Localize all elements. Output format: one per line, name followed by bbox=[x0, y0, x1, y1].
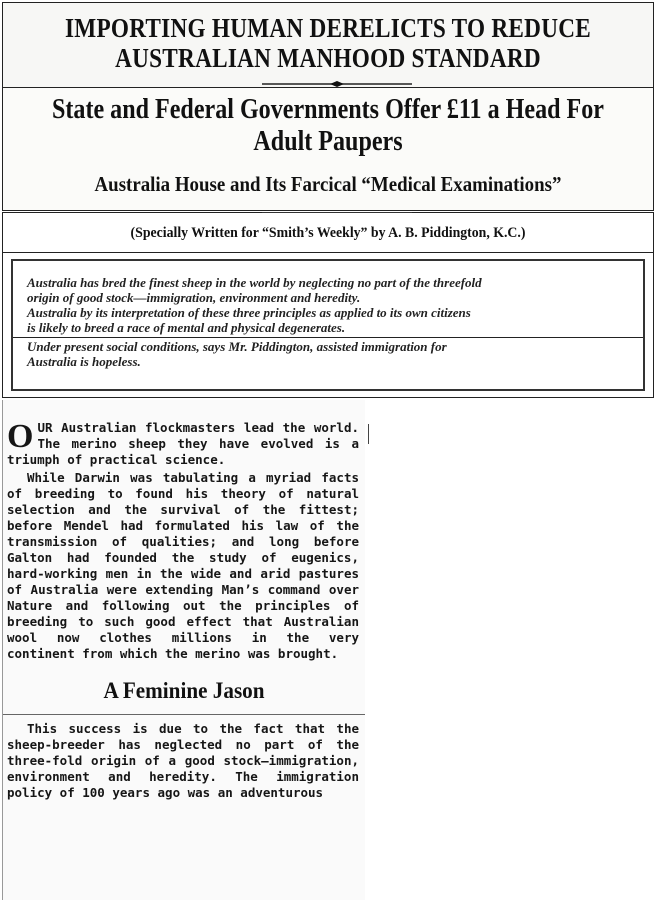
headline-box bbox=[2, 2, 654, 88]
article-paragraph-3: This success is due to the fact that the sheep-breeder has neglected no part of the three-fold origin of a good stock—immigration, environment and heredity. The immigration policy of 100 years ago was an adventurous bbox=[3, 714, 365, 801]
subheadline-box bbox=[2, 88, 654, 211]
summary-box bbox=[11, 259, 645, 391]
summary-p1a: Australia has bred the finest sheep in the world by neglecting no part of the threefold bbox=[27, 275, 482, 290]
summary-p2b: is likely to breed a race of mental and physical degenerates. bbox=[27, 320, 346, 335]
paragraph-1-text: UR Australian flockmasters lead the world. The merino sheep they have evolved is a triumph of practical science. bbox=[7, 420, 359, 467]
short-rule bbox=[262, 212, 412, 213]
article-paragraph-2: While Darwin was tabulating a myriad facts of breeding to found his theory of natural selection and the survival of the fittest; before Mendel had formulated his law of the transmission of qualities; and long before Galton had founded the study of eugenics, hard-working men in the wide and arid pastures of Australia were extending Man’s command over Nature and following out the principles of breeding to such good effect that Australian wool now clothes millions in the very continent from which the merino was brought. bbox=[7, 470, 359, 661]
article-paragraph-1 bbox=[3, 420, 365, 468]
subheadline-line-2: Adult Paupers bbox=[253, 126, 403, 157]
headline-line-1: IMPORTING HUMAN DERELICTS TO REDUCE bbox=[64, 13, 591, 43]
headline-line-2: AUSTRALIAN MANHOOD STANDARD bbox=[115, 43, 541, 73]
drop-cap: O bbox=[7, 418, 34, 455]
summary-p3b: Australia is hopeless. bbox=[27, 354, 141, 369]
article-column bbox=[2, 400, 365, 900]
summary-p3a: Under present social conditions, says Mr. Piddington, assisted immigration for bbox=[13, 337, 643, 354]
subheadline-line-1: State and Federal Governments Offer £11 a Head For bbox=[52, 94, 604, 125]
byline: (Specially Written for “Smith’s Weekly” by A. B. Piddington, K.C.) bbox=[130, 225, 526, 241]
ornament-divider-icon bbox=[262, 81, 412, 87]
summary-p1b: origin of good stock—immigration, environment and heredity. bbox=[27, 290, 361, 305]
column-rule bbox=[368, 424, 369, 444]
byline-box bbox=[2, 212, 654, 254]
summary-panel bbox=[2, 252, 654, 398]
subheadline-line-3: Australia House and Its Farcical “Medical Examinations” bbox=[94, 172, 562, 196]
summary-p2a: Australia by its interpretation of these three principles as applied to its own citizens bbox=[27, 305, 471, 320]
section-subhead: A Feminine Jason bbox=[103, 678, 265, 703]
